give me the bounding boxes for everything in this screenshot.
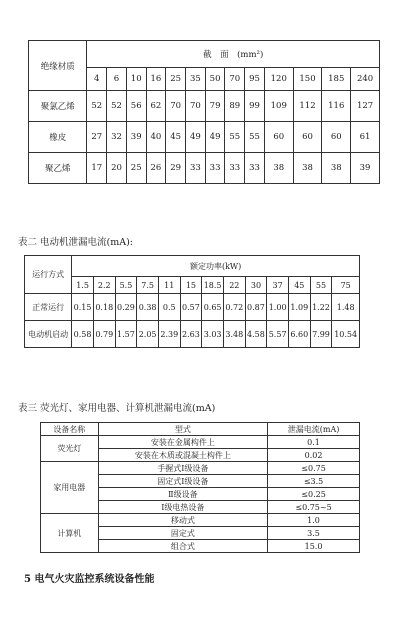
table-header-row — [41, 423, 360, 436]
section-size-cell: 25 — [166, 68, 186, 91]
header-cell: 设备名称 — [41, 423, 99, 436]
table-header-row — [25, 256, 360, 277]
section-size-cell: 6 — [107, 68, 127, 91]
current-cell: ≤0.25 — [268, 488, 360, 501]
table2-caption: 表二 电动机泄漏电流(mA): — [18, 237, 134, 248]
table-row — [41, 514, 360, 527]
value-cell: 0.79 — [93, 321, 115, 348]
value-cell: 2.05 — [137, 321, 159, 348]
column-group-header: 截 面 (mm²) — [87, 41, 380, 68]
table-row — [25, 321, 360, 348]
current-cell: ≤0.75~5 — [268, 501, 360, 514]
value-cell: 79 — [205, 91, 225, 122]
type-cell: 安装在金属构件上 — [98, 436, 267, 449]
value-cell: 0.5 — [158, 294, 180, 321]
type-cell: 手握式Ⅰ级设备 — [98, 462, 267, 475]
mode-cell: 正常运行 — [25, 294, 72, 321]
value-cell: 2.63 — [180, 321, 202, 348]
value-cell: 29 — [166, 153, 186, 184]
value-cell: 20 — [107, 153, 127, 184]
power-cell: 75 — [332, 277, 360, 294]
value-cell: 0.18 — [93, 294, 115, 321]
type-cell: 安装在木质或混凝土构件上 — [98, 449, 267, 462]
value-cell: 1.22 — [310, 294, 332, 321]
value-cell: 1.00 — [267, 294, 289, 321]
value-cell: 33 — [186, 153, 206, 184]
power-cell: 45 — [288, 277, 310, 294]
value-cell: 38 — [264, 153, 293, 184]
value-cell: 62 — [146, 91, 166, 122]
table-row — [29, 122, 380, 153]
value-cell: 0.87 — [245, 294, 267, 321]
current-cell: 3.5 — [268, 527, 360, 540]
type-cell: 移动式 — [98, 514, 267, 527]
power-cell: 15 — [180, 277, 202, 294]
type-cell: 固定式Ⅰ级设备 — [98, 475, 267, 488]
power-cell: 22 — [223, 277, 245, 294]
mode-cell: 电动机启动 — [25, 321, 72, 348]
value-cell: 40 — [146, 122, 166, 153]
header-cell: 泄漏电流(mA) — [268, 423, 360, 436]
value-cell: 38 — [293, 153, 322, 184]
value-cell: 33 — [205, 153, 225, 184]
value-cell: 0.57 — [180, 294, 202, 321]
value-cell: 2.39 — [158, 321, 180, 348]
material-cell: 橡皮 — [29, 122, 87, 153]
value-cell: 49 — [186, 122, 206, 153]
value-cell: 112 — [293, 91, 322, 122]
value-cell: 127 — [351, 91, 380, 122]
value-cell: 1.09 — [288, 294, 310, 321]
table3-caption: 表三 荧光灯、家用电器、计算机泄漏电流(mA) — [18, 403, 216, 414]
device-cell: 荧光灯 — [41, 436, 99, 462]
table-row — [41, 462, 360, 475]
value-cell: 10.54 — [332, 321, 360, 348]
value-cell: 26 — [146, 153, 166, 184]
value-cell: 109 — [264, 91, 293, 122]
row-header-cell: 运行方式 — [25, 256, 72, 294]
section-size-cell: 240 — [351, 68, 380, 91]
value-cell: 33 — [225, 153, 245, 184]
value-cell: 70 — [186, 91, 206, 122]
section-size-cell: 95 — [245, 68, 265, 91]
section-size-cell: 16 — [146, 68, 166, 91]
power-cell: 1.5 — [72, 277, 94, 294]
value-cell: 52 — [87, 91, 107, 122]
table-row — [29, 91, 380, 122]
section-size-cell: 185 — [322, 68, 351, 91]
value-cell: 55 — [245, 122, 265, 153]
value-cell: 45 — [166, 122, 186, 153]
value-cell: 0.38 — [137, 294, 159, 321]
type-cell: Ⅰ级电热设备 — [98, 501, 267, 514]
power-cell: 7.5 — [137, 277, 159, 294]
value-cell: 39 — [351, 153, 380, 184]
section-5-heading: 5 电气火灾监控系统设备性能 — [24, 574, 155, 585]
device-cell: 计算机 — [41, 514, 99, 553]
section-size-cell: 120 — [264, 68, 293, 91]
value-cell: 1.48 — [332, 294, 360, 321]
type-cell: Ⅱ级设备 — [98, 488, 267, 501]
value-cell: 25 — [126, 153, 146, 184]
value-cell: 55 — [225, 122, 245, 153]
current-cell: 15.0 — [268, 540, 360, 553]
power-cell: 2.2 — [93, 277, 115, 294]
value-cell: 70 — [166, 91, 186, 122]
power-cell: 37 — [267, 277, 289, 294]
power-cell: 55 — [310, 277, 332, 294]
power-cell: 30 — [245, 277, 267, 294]
appliance-leakage-table — [40, 422, 360, 553]
material-cell: 聚氯乙烯 — [29, 91, 87, 122]
row-header-cell: 绝缘材质 — [29, 41, 87, 91]
value-cell: 60 — [293, 122, 322, 153]
cable-leakage-table — [28, 40, 380, 184]
value-cell: 32 — [107, 122, 127, 153]
table-row — [29, 153, 380, 184]
value-cell: 0.29 — [115, 294, 137, 321]
value-cell: 1.57 — [115, 321, 137, 348]
value-cell: 3.03 — [202, 321, 224, 348]
value-cell: 49 — [205, 122, 225, 153]
section-size-cell: 10 — [126, 68, 146, 91]
column-group-header: 额定功率(kW) — [72, 256, 360, 277]
motor-leakage-table — [24, 255, 360, 348]
value-cell: 99 — [245, 91, 265, 122]
value-cell: 0.15 — [72, 294, 94, 321]
section-size-cell: 70 — [225, 68, 245, 91]
current-cell: ≤0.75 — [268, 462, 360, 475]
current-cell: 1.0 — [268, 514, 360, 527]
type-cell: 组合式 — [98, 540, 267, 553]
value-cell: 38 — [322, 153, 351, 184]
current-cell: 0.02 — [268, 449, 360, 462]
value-cell: 61 — [351, 122, 380, 153]
value-cell: 56 — [126, 91, 146, 122]
value-cell: 52 — [107, 91, 127, 122]
table-header-row — [29, 41, 380, 68]
header-cell: 型式 — [98, 423, 267, 436]
section-size-cell: 150 — [293, 68, 322, 91]
current-cell: ≤3.5 — [268, 475, 360, 488]
value-cell: 0.72 — [223, 294, 245, 321]
material-cell: 聚乙烯 — [29, 153, 87, 184]
power-row — [25, 277, 360, 294]
table-row — [41, 436, 360, 449]
power-cell: 11 — [158, 277, 180, 294]
current-cell: 0.1 — [268, 436, 360, 449]
section-size-cell: 50 — [205, 68, 225, 91]
value-cell: 5.57 — [267, 321, 289, 348]
value-cell: 33 — [245, 153, 265, 184]
power-cell: 5.5 — [115, 277, 137, 294]
section-size-cell: 35 — [186, 68, 206, 91]
value-cell: 116 — [322, 91, 351, 122]
power-cell: 18.5 — [202, 277, 224, 294]
value-cell: 4.58 — [245, 321, 267, 348]
value-cell: 3.48 — [223, 321, 245, 348]
section-size-cell: 4 — [87, 68, 107, 91]
value-cell: 60 — [264, 122, 293, 153]
device-cell: 家用电器 — [41, 462, 99, 514]
type-cell: 固定式 — [98, 527, 267, 540]
table-row — [25, 294, 360, 321]
value-cell: 6.60 — [288, 321, 310, 348]
value-cell: 0.65 — [202, 294, 224, 321]
value-cell: 17 — [87, 153, 107, 184]
value-cell: 0.58 — [72, 321, 94, 348]
value-cell: 7.99 — [310, 321, 332, 348]
value-cell: 39 — [126, 122, 146, 153]
value-cell: 27 — [87, 122, 107, 153]
value-cell: 89 — [225, 91, 245, 122]
value-cell: 60 — [322, 122, 351, 153]
